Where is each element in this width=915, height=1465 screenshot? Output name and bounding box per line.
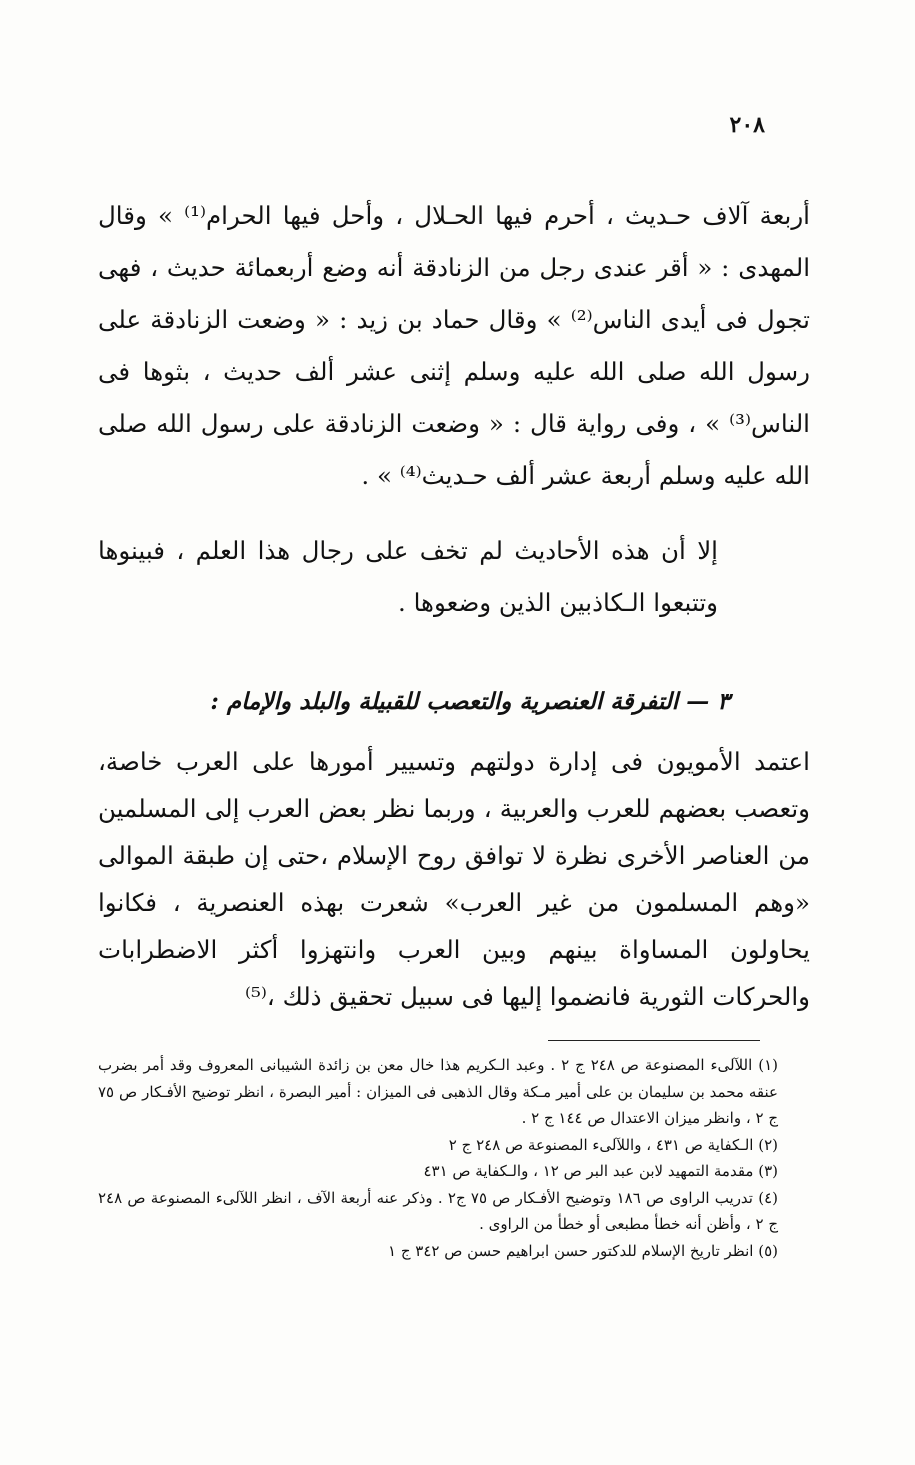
section-heading: ٣ — التفرقة العنصرية والتعصب للقبيلة والبلد والإمام : (210, 688, 730, 715)
paragraph-1: أربعة آلاف حـديث ، أحرم فيها الحـلال ، وأحل فيها الحرام⁽¹⁾ » وقال المهدى : « أقر عندى رجل من الزنادقة أنه وضع أربعمائة حديث ، فهى تجول فى أيدى الناس⁽²⁾ » وقال حماد بن زيد : « وضعت الزنادقة على رسول الله صلى الله عليه وسلم إثنى عشر ألف حديث ، بثوها فى الناس⁽³⁾ » ، وفى رواية قال : « وضعت الزنادقة على رسول الله صلى الله عليه وسلم أربعة عشر ألف حـديث⁽⁴⁾ » . (98, 201, 810, 490)
footnote-5: (٥) انظر تاريخ الإسلام للدكتور حسن ابراهيم حسن ص ٣٤٢ ج ١ (388, 1241, 778, 1260)
page-number: ٢٠٨ (729, 112, 765, 138)
footnotes-section (98, 1052, 814, 1264)
footnote-2: (٢) الـكفاية ص ٤٣١ ، واللآلىء المصنوعة ص ٢٤٨ ج ٢ (448, 1135, 778, 1154)
footnote-3: (٣) مقدمة التمهيد لابن عبد البر ص ١٢ ، والـكفاية ص ٤٣١ (423, 1162, 778, 1180)
footnote-divider (548, 1040, 760, 1041)
paragraph-3: اعتمد الأمويون فى إدارة دولتهم وتسيير أمورها على العرب خاصة، وتعصب بعضهم للعرب والعربية ، وربما نظر بعض العرب إلى المسلمين من العناصر الأخرى نظرة لا توافق روح الإسلام ،حتى إن طبقة الموالى «وهم المسلمون من غير العرب» شعرت بهذه العنصرية ، فكانوا يحاولون المساواة بينهم وبين العرب وانتهزوا أكثر الاضطرابات والحركات الثورية فانضموا إليها فى سبيل تحقيق ذلك ،⁽⁵⁾ (98, 747, 810, 1011)
paragraph-2: إلا أن هذه الأحاديث لم تخف على رجال هذا العلم ، فبينوها وتتبعوا الـكاذبين الذين وضعوها . (98, 536, 718, 617)
footnote-4: (٤) تدريب الراوى ص ١٨٦ وتوضيح الأفـكار ص ٧٥ ج٢ . وذكر عنه أربعة الآف ، انظر اللآلىء المصنوعة ص ٢٤٨ ج ٢ ، وأظن أنه خطأ مطبعى أو خطأ من الراوى . (98, 1188, 778, 1233)
footnote-1: (١) اللآلىء المصنوعة ص ٢٤٨ ج ٢ . وعبد الـكريم هذا خال معن بن زائدة الشيبانى المعروف وقد أمر بضرب عنقه محمد بن سليمان بن على أمير مـكة وقال الذهبى فى الميزان : أمير البصرة ، انظر توضيح الأفـكار ص ٧٥ ج ٢ ، وانظر ميزان الاعتدال ص ١٤٤ ج ٢ . (98, 1056, 778, 1127)
